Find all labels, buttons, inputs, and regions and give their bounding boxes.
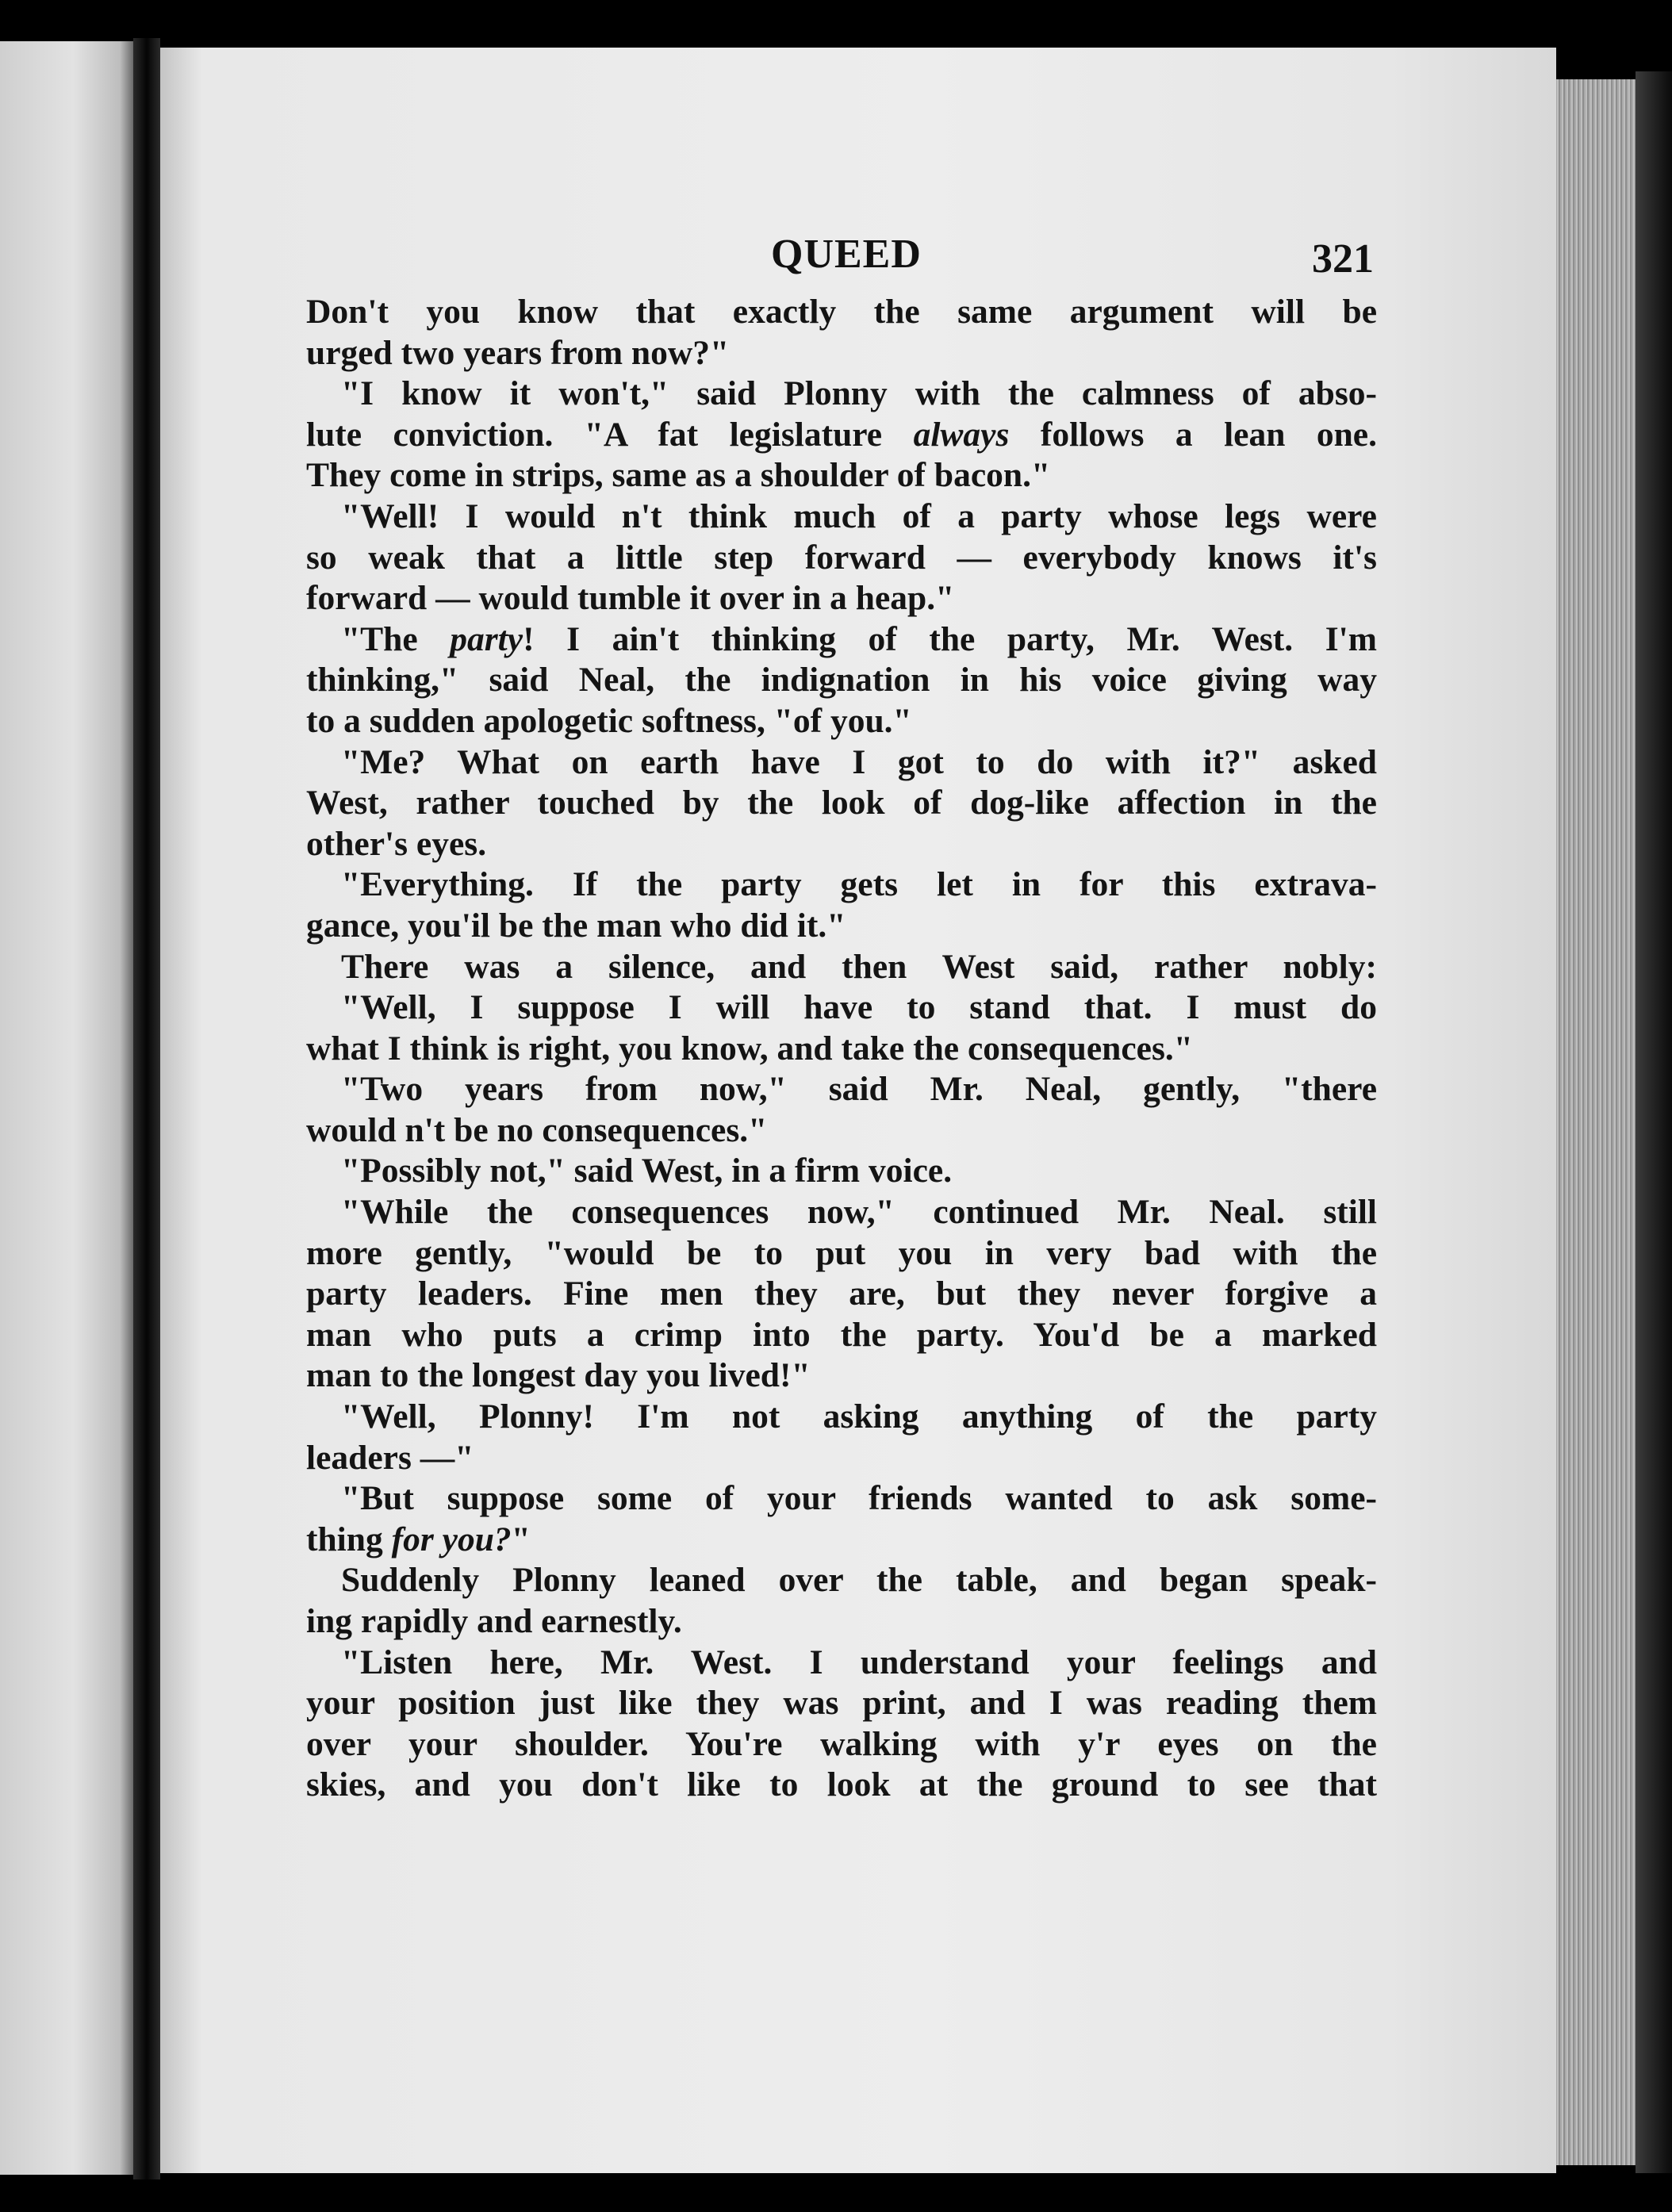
- text-line: skies, and you don't like to look at the ground to see that: [306, 1765, 1377, 1804]
- text-line: lute conviction. "A fat legislature always follows a lean one.: [306, 415, 1377, 454]
- text-line: "The party! I ain't thinking of the party, Mr. West. I'm: [341, 619, 1377, 658]
- text-line: "But suppose some of your friends wanted to ask some-: [341, 1479, 1377, 1518]
- text-line: party leaders. Fine men they are, but they never forgive a: [306, 1275, 1377, 1313]
- text-line: Suddenly Plonny leaned over the table, and began speak-: [341, 1561, 1377, 1600]
- text-line: "Listen here, Mr. West. I understand your feelings and: [341, 1643, 1377, 1681]
- page-number: 321: [1312, 236, 1374, 282]
- text-line: "Well, Plonny! I'm not asking anything of the party: [341, 1397, 1377, 1436]
- text-line: "While the consequences now," continued Mr. Neal. still: [341, 1193, 1377, 1232]
- text-line: "Well! I would n't think much of a party whose legs were: [341, 496, 1377, 535]
- body-text: [306, 292, 1377, 1806]
- running-head: [160, 227, 1556, 282]
- text-line: There was a silence, and then West said, rather nobly:: [341, 947, 1377, 986]
- text-line: to a sudden apologetic softness, "of you.": [306, 701, 912, 740]
- text-line: forward — would tumble it over in a heap.": [306, 579, 955, 618]
- text-line: so weak that a little step forward — everybody knows it's: [306, 538, 1377, 577]
- running-head-title: QUEED: [771, 232, 922, 277]
- text-line: more gently, "would be to put you in very bad with the: [306, 1233, 1377, 1272]
- text-line: "I know it won't," said Plonny with the calmness of abso-: [341, 374, 1377, 413]
- text-line: "Me? What on earth have I got to do with it?" asked: [341, 742, 1377, 781]
- text-line: over your shoulder. You're walking with y'r eyes on the: [306, 1724, 1377, 1763]
- text-line: They come in strips, same as a shoulder of bacon.": [306, 456, 1051, 495]
- book-gutter: [133, 38, 160, 2179]
- text-line: "Two years from now," said Mr. Neal, gently, "there: [341, 1070, 1377, 1109]
- text-line: thing for you?": [306, 1520, 531, 1558]
- text-line: thinking," said Neal, the indignation in his voice giving way: [306, 661, 1377, 700]
- text-line: other's eyes.: [306, 824, 487, 863]
- text-line: what I think is right, you know, and take the consequences.": [306, 1029, 1193, 1068]
- text-line: leaders —": [306, 1438, 474, 1477]
- text-line: urged two years from now?": [306, 333, 730, 372]
- text-line: gance, you'il be the man who did it.": [306, 906, 846, 945]
- text-line: "Everything. If the party gets let in for this extrava-: [341, 865, 1377, 904]
- text-line: West, rather touched by the look of dog-like affection in the: [306, 784, 1377, 822]
- text-line: "Possibly not," said West, in a firm voice.: [341, 1152, 953, 1190]
- text-line: would n't be no consequences.": [306, 1110, 768, 1149]
- page-edges-shadow: [1636, 71, 1672, 2173]
- text-line: man to the longest day you lived!": [306, 1356, 811, 1395]
- text-line: ing rapidly and earnestly.: [306, 1602, 682, 1640]
- text-line: your position just like they was print, and I was reading them: [306, 1684, 1377, 1723]
- text-line: man who puts a crimp into the party. You'd be a marked: [306, 1315, 1377, 1354]
- text-line: Don't you know that exactly the same argument will be: [306, 293, 1377, 331]
- text-line: "Well, I suppose I will have to stand that. I must do: [341, 988, 1377, 1027]
- page-edges: [1556, 79, 1636, 2165]
- facing-page-edge: [0, 41, 133, 2175]
